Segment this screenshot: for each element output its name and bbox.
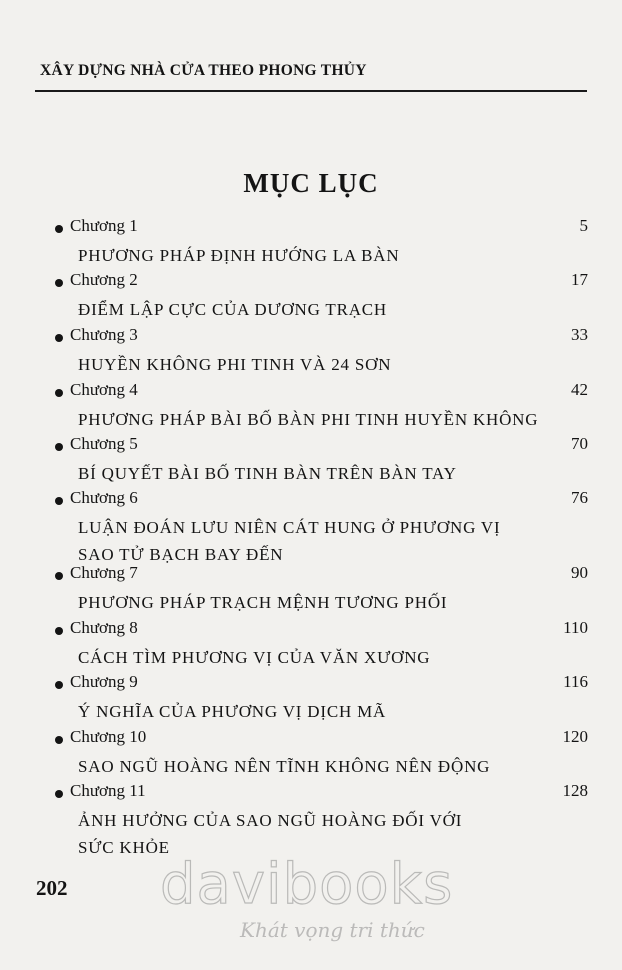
- chapter-title-line: PHƯƠNG PHÁP TRẠCH MỆNH TƯƠNG PHỐI: [78, 593, 448, 612]
- toc-title: MỤC LỤC: [243, 168, 379, 198]
- chapter-title-line: SỨC KHỎE: [78, 838, 170, 857]
- chapter-label: Chương 11: [70, 781, 146, 800]
- chapter-label: Chương 10: [70, 727, 147, 746]
- chapter-label: Chương 2: [70, 270, 138, 289]
- header-rule: [35, 90, 587, 92]
- bullet-icon: [55, 681, 63, 689]
- chapter-label: Chương 9: [70, 672, 138, 691]
- chapter-page-number: 42: [571, 380, 588, 399]
- chapter-page-number: 17: [571, 270, 588, 289]
- chapter-title: [78, 698, 386, 725]
- bullet-icon: [55, 225, 63, 233]
- chapter-page-number: 5: [579, 216, 588, 235]
- chapter-title: [78, 296, 387, 323]
- bullet-icon: [55, 572, 63, 580]
- chapter-page-number: 110: [563, 618, 588, 637]
- chapter-label: Chương 8: [70, 618, 138, 637]
- chapter-title: [78, 351, 391, 378]
- chapter-title: [78, 753, 490, 780]
- chapter-page-number: 33: [571, 325, 588, 344]
- bullet-icon: [55, 736, 63, 744]
- chapter-title: [78, 460, 457, 487]
- chapter-title-line: HUYỀN KHÔNG PHI TINH VÀ 24 SƠN: [78, 355, 392, 374]
- chapter-title: [78, 589, 447, 616]
- chapter-title-line: ĐIỂM LẬP CỰC CỦA DƯƠNG TRẠCH: [78, 300, 388, 319]
- chapter-label: Chương 4: [70, 380, 138, 399]
- chapter-label: Chương 6: [70, 488, 138, 507]
- bullet-icon: [55, 790, 63, 798]
- chapter-title: [78, 406, 538, 433]
- chapter-title: [78, 644, 430, 671]
- chapter-title-line: PHƯƠNG PHÁP ĐỊNH HƯỚNG LA BÀN: [78, 246, 400, 265]
- chapter-page-number: 76: [571, 488, 588, 507]
- chapter-label: Chương 3: [70, 325, 138, 344]
- watermark-logo: davibooks: [160, 852, 454, 917]
- bullet-icon: [55, 334, 63, 342]
- chapter-title-line: Ý NGHĨA CỦA PHƯƠNG VỊ DỊCH MÃ: [78, 702, 387, 721]
- bullet-icon: [55, 279, 63, 287]
- chapter-title-line: ẢNH HƯỞNG CỦA SAO NGŨ HOÀNG ĐỐI VỚI: [78, 811, 463, 830]
- chapter-title: [78, 514, 500, 568]
- chapter-title-line: BÍ QUYẾT BÀI BỐ TINH BÀN TRÊN BÀN TAY: [78, 464, 457, 483]
- chapter-page-number: 116: [563, 672, 588, 691]
- chapter-label: Chương 1: [70, 216, 138, 235]
- bullet-icon: [55, 443, 63, 451]
- chapter-label: Chương 7: [70, 563, 138, 582]
- chapter-page-number: 70: [571, 434, 588, 453]
- chapter-page-number: 120: [562, 727, 588, 746]
- chapter-title-line: LUẬN ĐOÁN LƯU NIÊN CÁT HUNG Ở PHƯƠNG VỊ: [78, 518, 501, 537]
- chapter-title: [78, 242, 399, 269]
- chapter-page-number: 128: [562, 781, 588, 800]
- chapter-label: Chương 5: [70, 434, 138, 453]
- chapter-title-line: SAO TỬ BẠCH BAY ĐẾN: [78, 545, 284, 564]
- watermark-slogan: Khát vọng tri thức: [240, 918, 425, 942]
- bullet-icon: [55, 389, 63, 397]
- bullet-icon: [55, 627, 63, 635]
- bullet-icon: [55, 497, 63, 505]
- chapter-page-number: 90: [571, 563, 588, 582]
- chapter-title-line: CÁCH TÌM PHƯƠNG VỊ CỦA VĂN XƯƠNG: [78, 648, 431, 667]
- chapter-title-line: SAO NGŨ HOÀNG NÊN TĨNH KHÔNG NÊN ĐỘNG: [78, 757, 491, 776]
- running-header: XÂY DỰNG NHÀ CỬA THEO PHONG THỦY: [40, 62, 367, 79]
- page-number: 202: [36, 876, 68, 900]
- chapter-title-line: PHƯƠNG PHÁP BÀI BỐ BÀN PHI TINH HUYỀN KHÔNG: [78, 410, 539, 429]
